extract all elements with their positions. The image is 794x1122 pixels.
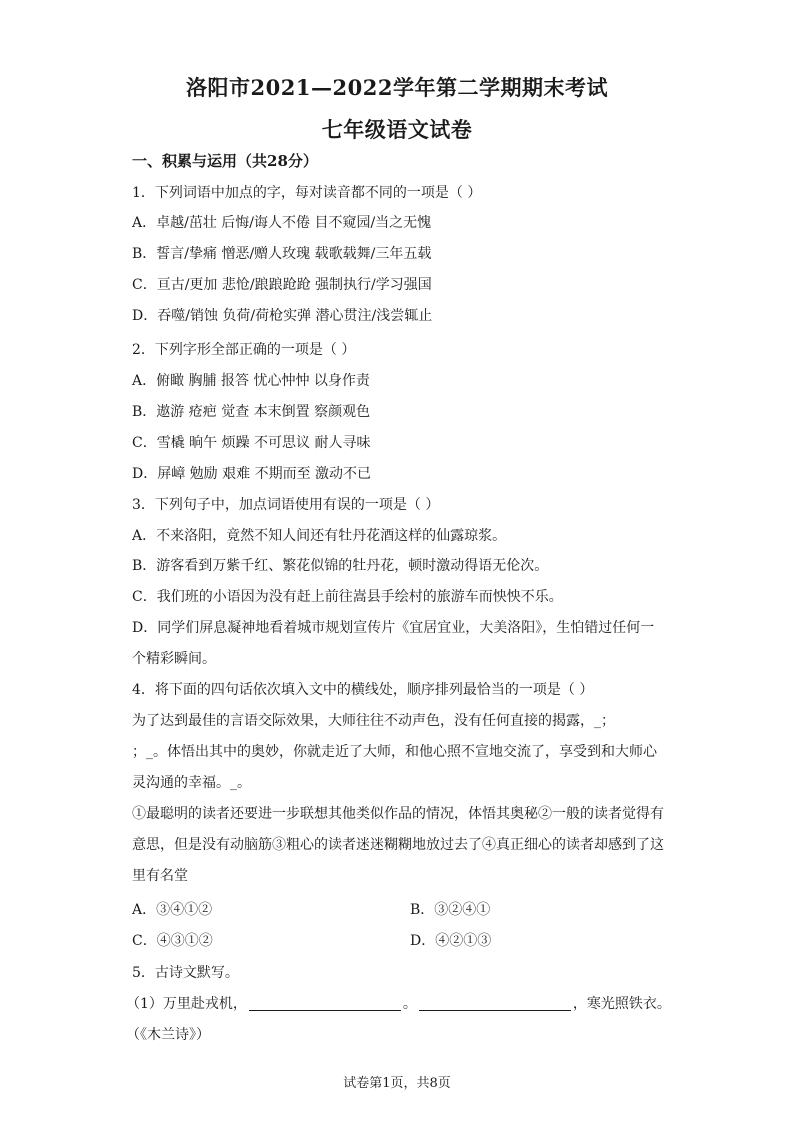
q2-option-b: B．遨游 疮疤 觉查 本末倒置 察颜观色 (132, 404, 371, 420)
q1-option-d: D．吞噬/销蚀 负荷/荷枪实弹 潜心贯注/浅尝辄止 (132, 308, 433, 324)
answer-blank-2[interactable] (419, 996, 571, 1011)
page-footer: 试卷第1页，共8页 (343, 1076, 451, 1091)
q1-option-b: B．誓言/挚痛 憎恶/赠人玫瑰 载歌载舞/三年五载 (132, 246, 432, 262)
q5-item1-source: （《木兰诗》） (126, 1027, 210, 1043)
q1-option-a: A．卓越/茁壮 后悔/诲人不倦 目不窥园/当之无愧 (132, 215, 432, 231)
q4-option-b: B．③②④① (410, 902, 491, 918)
q3-option-d-line1: D．同学们屏息凝神地看着城市规划宣传片《宜居宜业，大美洛阳》，生怕错过任何一 (132, 620, 655, 636)
q2-stem: 2．下列字形全部正确的一项是（ ） (132, 342, 356, 358)
q4-sentences-line3: 里有名堂 (132, 868, 188, 884)
q2-option-c: C．雪橇 晌午 烦躁 不可思议 耐人寻味 (132, 435, 371, 451)
q4-passage-line1: 为了达到最佳的言语交际效果，大师往往不动声色，没有任何直接的揭露，_； (132, 713, 615, 729)
q5-item1-end: ，寒光照铁衣。 (572, 996, 671, 1012)
section-heading: 一、积累与运用（共28分） (132, 152, 318, 170)
q4-option-c: C．④③①② (132, 933, 213, 949)
q2-option-a: A．俯瞰 胸脯 报答 忧心忡忡 以身作责 (132, 373, 370, 389)
q3-option-d-line2: 个精彩瞬间。 (132, 651, 216, 667)
q2-option-d: D．屏嶂 勉励 艰难 不期而至 激动不已 (132, 466, 372, 482)
q1-option-c: C．亘古/更加 悲怆/踉踉跄跄 强制执行/学习强国 (132, 277, 432, 293)
q3-option-a: A．不来洛阳，竟然不知人间还有牡丹花酒这样的仙露琼浆。 (132, 528, 507, 544)
q5-item1-start: （1）万里赴戎机， (126, 996, 247, 1012)
q5-item1 (126, 993, 671, 1013)
q3-option-c: C．我们班的小语因为没有赶上前往嵩县手绘村的旅游车而怏怏不乐。 (132, 589, 563, 605)
q4-option-d: D．④②①③ (410, 933, 492, 949)
q3-stem: 3．下列句子中，加点词语使用有误的一项是（ ） (132, 497, 440, 513)
q1-stem: 1．下列词语中加点的字，每对读音都不同的一项是（ ） (132, 185, 482, 201)
q4-option-a: A．③④①② (132, 902, 213, 918)
q5-stem: 5．古诗文默写。 (132, 965, 239, 981)
answer-blank-1[interactable] (249, 996, 401, 1011)
exam-subtitle: 七年级语文试卷 (321, 117, 473, 142)
q4-sentences-line1: ①最聪明的读者还要进一步联想其他类似作品的情况，体悟其奥秘②一般的读者觉得有 (132, 806, 664, 822)
q5-item1-mid: 。 (402, 996, 417, 1012)
exam-title: 洛阳市2021—2022学年第二学期期末考试 (186, 75, 608, 100)
q4-passage-line2: ；_。体悟出其中的奥妙，你就走近了大师，和他心照不宣地交流了，享受到和大师心 (132, 744, 657, 760)
q4-stem: 4．将下面的四句话依次填入文中的横线处，顺序排列最恰当的一项是（ ） (132, 682, 594, 698)
q3-option-b: B．游客看到万紫千红、繁花似锦的牡丹花，顿时激动得语无伦次。 (132, 558, 549, 574)
q4-passage-line3: 灵沟通的幸福。_。 (132, 775, 251, 791)
q4-sentences-line2: 意思，但是没有动脑筋③粗心的读者迷迷糊糊地放过去了④真正细心的读者却感到了这 (132, 837, 664, 853)
